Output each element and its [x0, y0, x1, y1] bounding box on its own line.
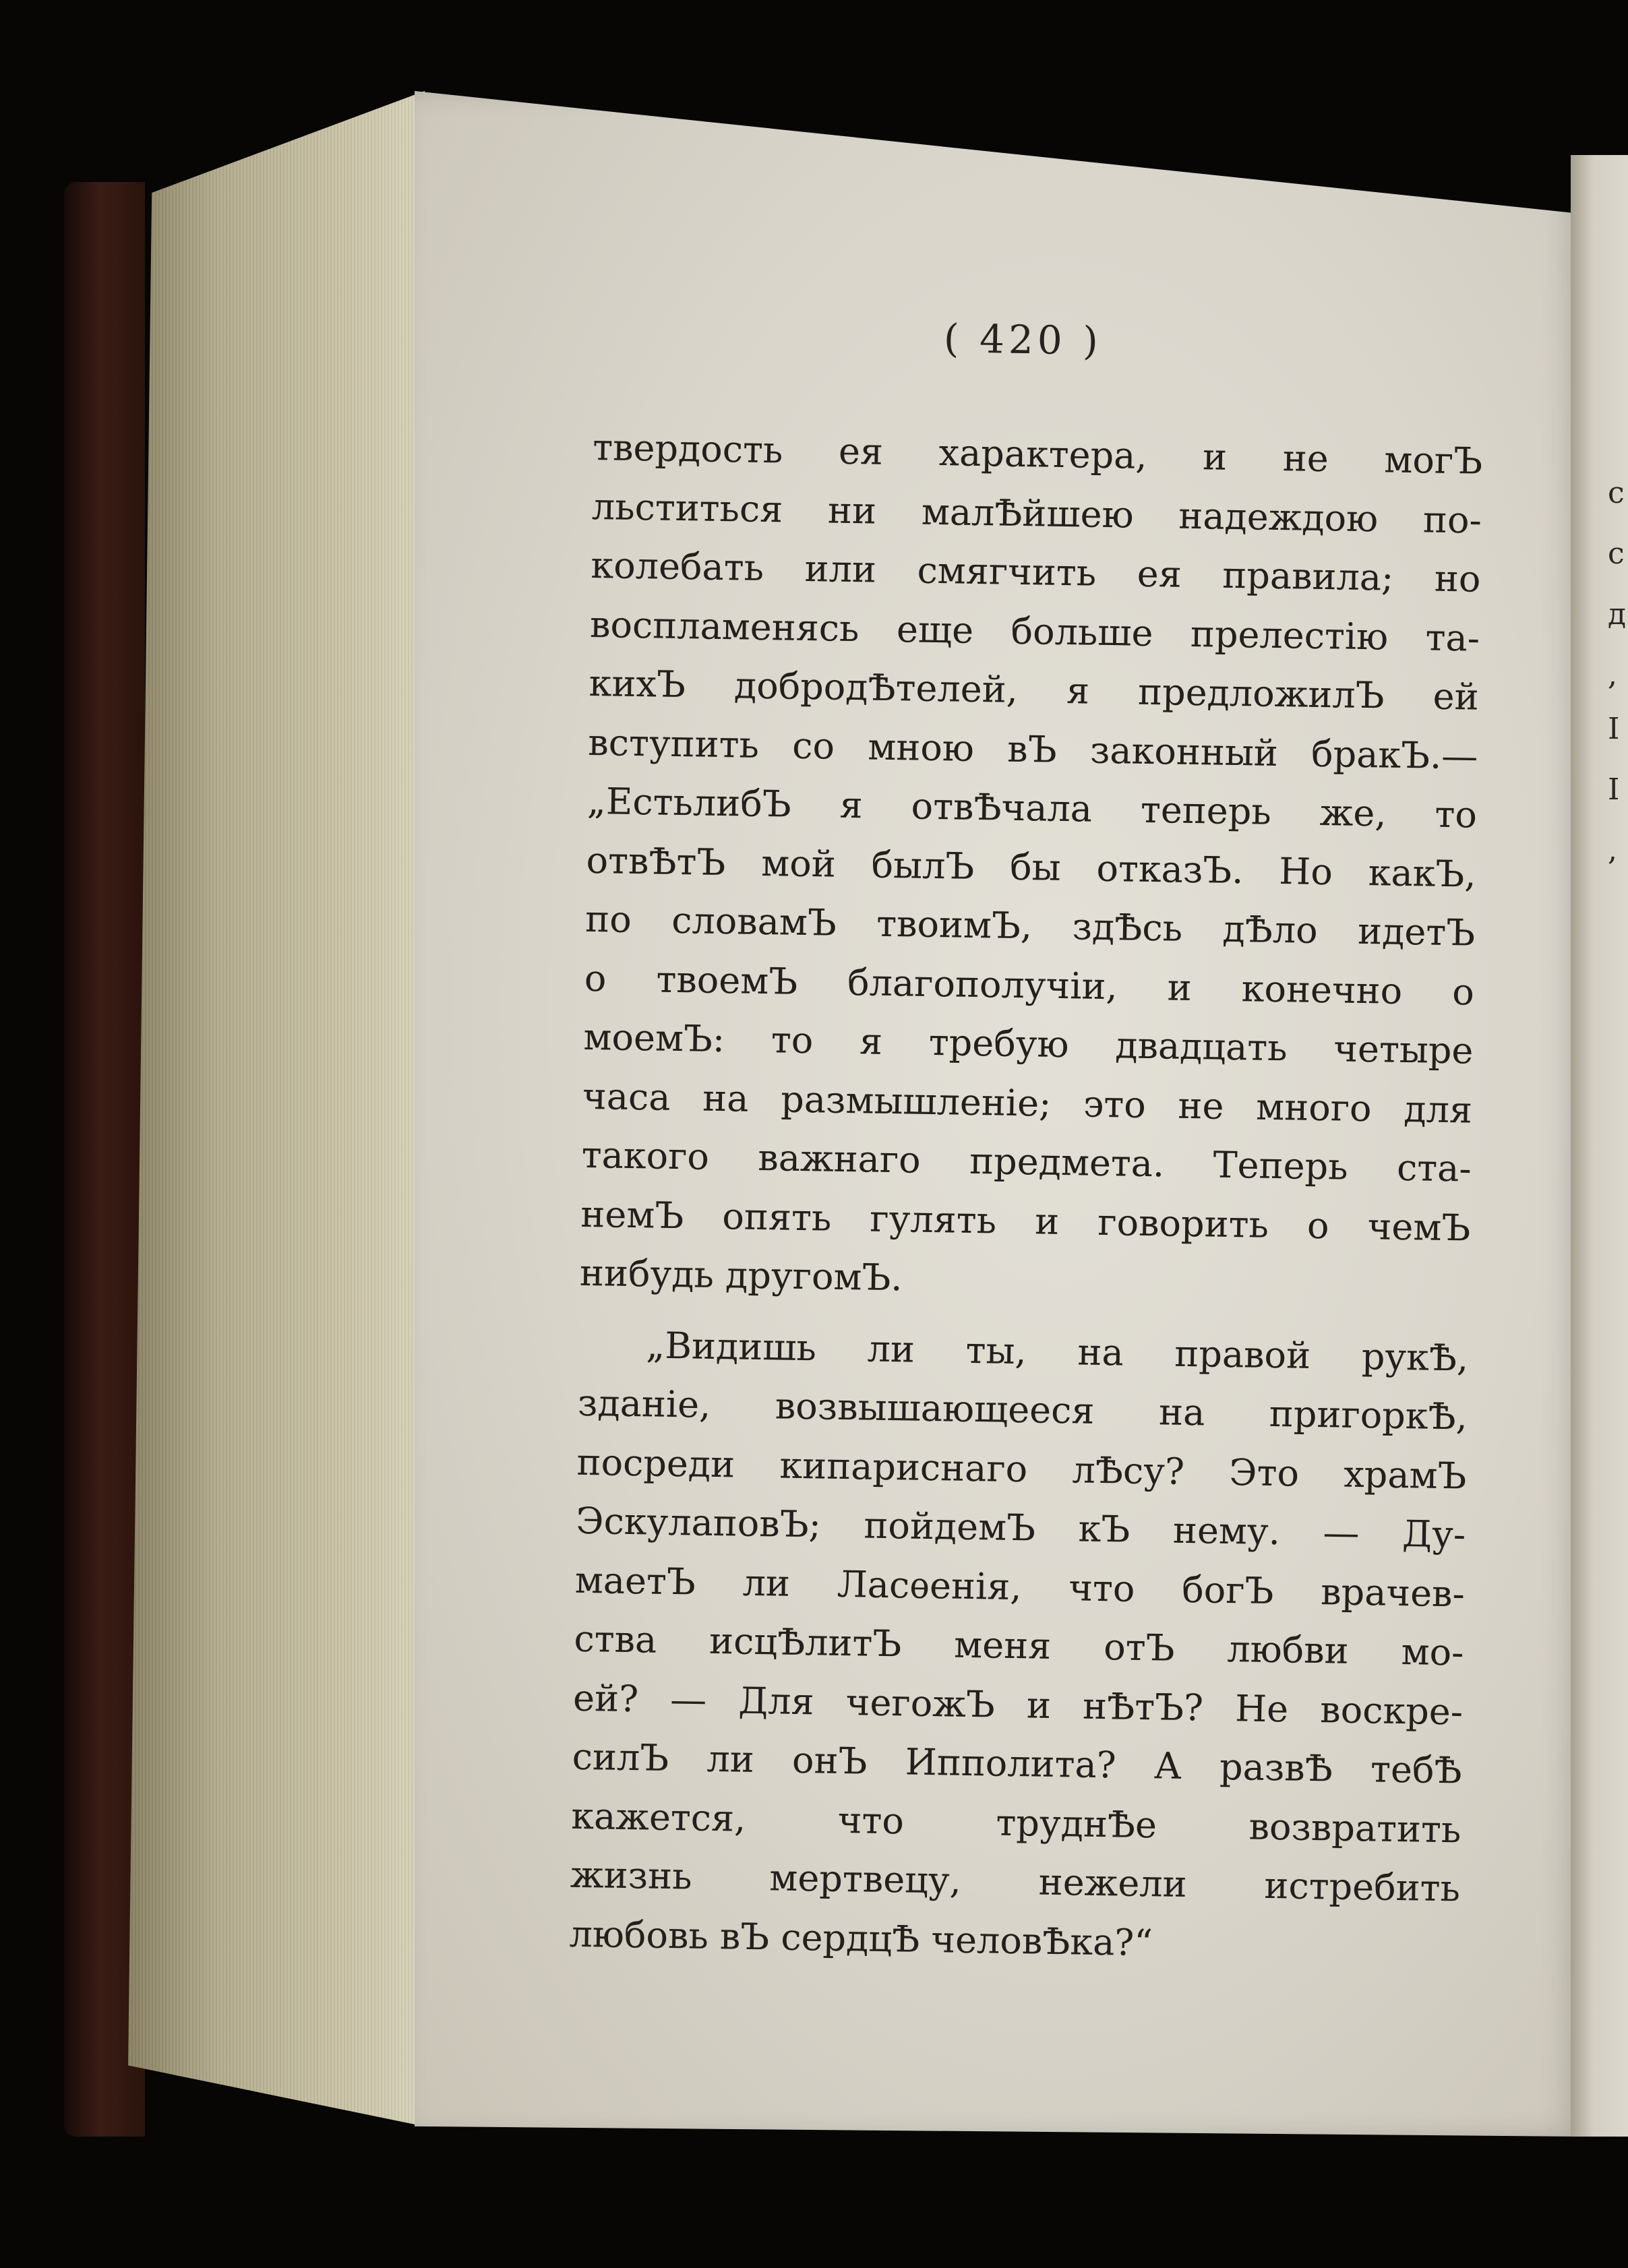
text-line: кихЪ добродѢтелей, я предложилЪ ей — [589, 661, 1480, 718]
text-line: такого важнаго предмета. Теперь ста- — [581, 1133, 1472, 1190]
facing-page-glyph: , — [1608, 658, 1617, 692]
text-line: жизнь мертвецу, нежели истребить — [570, 1853, 1461, 1910]
facing-page-glyph: I — [1608, 772, 1620, 807]
facing-page-glyph: с — [1608, 537, 1625, 571]
facing-page-sliver — [1571, 155, 1628, 2137]
text-line: ей? — Для чегожЪ и нѢтЪ? Не воскре- — [572, 1676, 1464, 1733]
page-edges-stack — [128, 91, 425, 2126]
text-line: нибудь другомЪ. — [579, 1251, 903, 1299]
text-line: часа на размышленіе; это не много для — [582, 1074, 1473, 1132]
facing-page-glyph: I — [1608, 712, 1620, 746]
text-line: ства исцѢлитЪ меня отЪ любви мо- — [574, 1617, 1464, 1674]
page-text — [569, 418, 1483, 1977]
facing-page-glyph: д — [1608, 597, 1627, 632]
text-line: колебать или смягчить ея правила; но — [591, 543, 1481, 601]
text-line: ЭскулаповЪ; пойдемЪ кЪ нему. — Ду- — [575, 1499, 1466, 1556]
text-line: „ЕстьлибЪ я отвѢчала теперь же, то — [586, 779, 1478, 836]
page-number: ( 420 ) — [943, 315, 1103, 365]
text-line: вступить со мною вЪ законный бракЪ.— — [587, 721, 1478, 778]
text-line: отвѢтЪ мой былЪ бы отказЪ. Но какЪ, — [586, 838, 1477, 896]
text-line: моемЪ: то я требую двадцать четыре — [583, 1015, 1474, 1072]
facing-page-glyph: с — [1608, 476, 1625, 510]
text-line: зданіе, возвышающееся на пригоркѢ, — [577, 1381, 1468, 1438]
text-line: воспламенясь еще больше прелестію та- — [589, 603, 1480, 660]
facing-page-glyph: , — [1608, 833, 1617, 867]
text-line: льститься ни малѢйшею надеждою по- — [591, 485, 1482, 542]
text-line: кажется, что труднѢе возвратить — [570, 1794, 1461, 1851]
text-line: твердость ея характера, и не могЪ — [592, 425, 1483, 483]
text-line: посреди кипариснаго лѢсу? Это храмЪ — [576, 1440, 1468, 1498]
text-line: о твоемЪ благополучіи, и конечно о — [584, 956, 1475, 1014]
text-line: по словамЪ твоимЪ, здѢсь дѢло идетЪ — [584, 897, 1476, 954]
text-line: „Видишь ли ты, на правой рукѢ, — [645, 1323, 1469, 1380]
text-line: маетЪ ли Ласѳенія, что богЪ врачев- — [574, 1558, 1466, 1616]
text-line: любовь вЪ сердцѢ человѢка?“ — [569, 1912, 1153, 1964]
text-line: силЪ ли онЪ Ипполита? А развѢ тебѢ — [572, 1735, 1463, 1792]
text-line: немЪ опять гулять и говорить о чемЪ — [580, 1192, 1471, 1250]
